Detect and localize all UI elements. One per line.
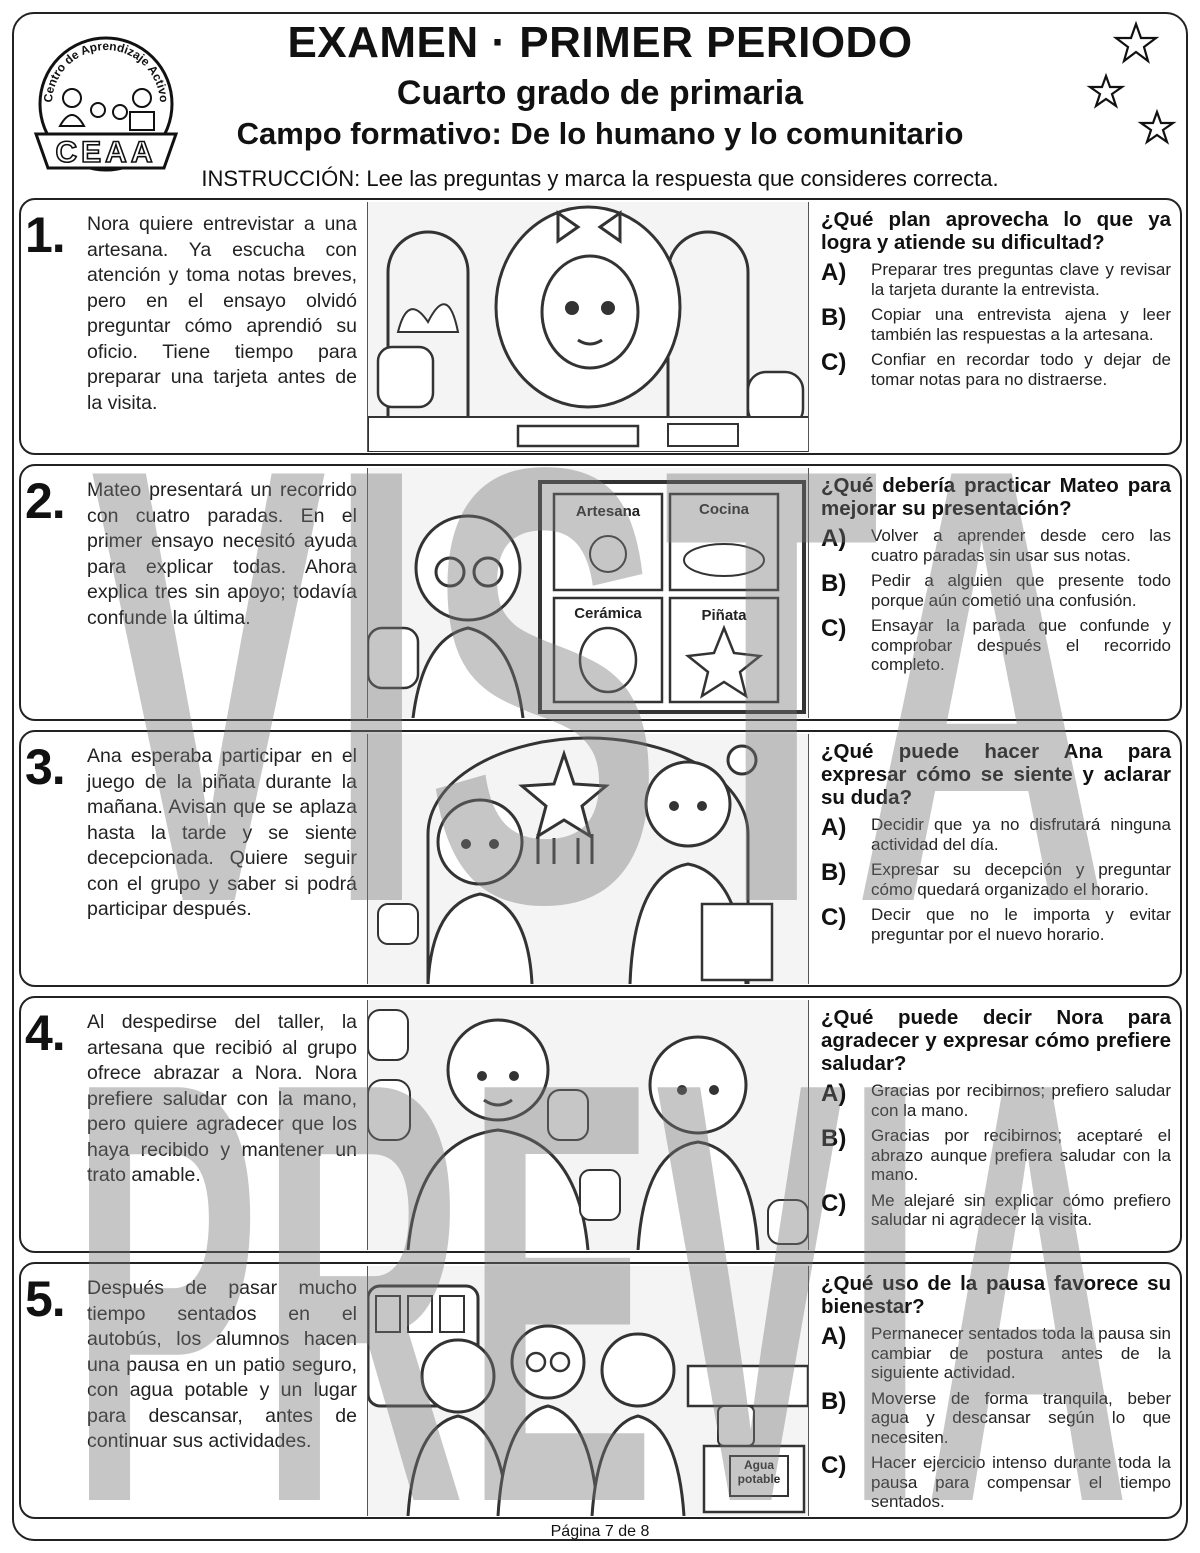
option-a[interactable]	[821, 260, 1171, 299]
question-text: ¿Qué puede hacer Ana para expresar cómo se siente y aclarar su duda?	[821, 740, 1171, 809]
question-card-1	[19, 198, 1182, 455]
option-a[interactable]	[821, 526, 1171, 565]
option-a[interactable]	[821, 1081, 1171, 1120]
option-text: Decidir que ya no disfrutará ninguna actividad del día.	[871, 815, 1171, 854]
option-letter: B)	[821, 304, 847, 331]
option-letter: B)	[821, 859, 847, 886]
option-text: Confiar en recordar todo y dejar de tomar notas para no distraerse.	[871, 350, 1171, 389]
question-card-3	[19, 730, 1182, 987]
option-b[interactable]	[821, 1389, 1171, 1448]
option-b[interactable]	[821, 571, 1171, 610]
question-text: ¿Qué debería practicar Mateo para mejorar su presentación?	[821, 474, 1171, 520]
question-scenario: Mateo presentará un recorrido con cuatro paradas. En el primer ensayo necesitó ayuda para explicar todas. Ahora explica tres sin apoyo; todavía confunde la última.	[87, 479, 357, 629]
option-letter: A)	[821, 525, 847, 552]
question-card-4	[19, 996, 1182, 1253]
option-text: Copiar una entrevista ajena y leer también las respuestas a la artesana.	[871, 305, 1171, 344]
option-c[interactable]	[821, 1191, 1171, 1230]
girl-and-teacher-pinata-illustration	[367, 734, 809, 984]
option-text: Expresar su decepción y preguntar cómo quedará organizado el horario.	[871, 860, 1171, 899]
question-scenario: Después de pasar mucho tiempo sentados en el autobús, los alumnos hacen una pausa en un patio seguro, con agua potable y un lugar para descansar, antes de continuar sus actividades.	[87, 1277, 357, 1452]
option-text: Gracias por recibirnos; aceptaré el abrazo aunque prefiera saludar con la mano.	[871, 1126, 1171, 1184]
artisan-and-girl-illustration	[367, 1000, 809, 1250]
option-b[interactable]	[821, 305, 1171, 344]
option-b[interactable]	[821, 1126, 1171, 1185]
question-number: 1.	[25, 207, 65, 263]
question-panel	[821, 208, 1171, 395]
star-icon	[1141, 112, 1173, 142]
instruction-text: INSTRUCCIÓN: Lee las preguntas y marca la respuesta que consideres correcta.	[201, 166, 999, 191]
question-scenario: Al despedirse del taller, la artesana que recibió al grupo ofrece abrazar a Nora. Nora prefiere saludar con la mano, pero quiere agradecer que los haya recibido y mantener un trato amable.	[87, 1011, 357, 1186]
poster-label: Piñata	[701, 607, 747, 624]
option-b[interactable]	[821, 860, 1171, 899]
option-text: Decir que no le importa y evitar preguntar por el nuevo horario.	[871, 905, 1171, 944]
option-letter: C)	[821, 1189, 847, 1217]
grade-subtitle: Cuarto grado de primaria	[396, 74, 804, 112]
option-text: Gracias por recibirnos; prefiero saludar con la mano.	[871, 1081, 1171, 1120]
question-card-2	[19, 464, 1182, 721]
water-sign-label: Agua potable	[737, 1458, 781, 1486]
formative-field-title: Campo formativo: De lo humano y lo comunitario	[236, 116, 964, 151]
option-c[interactable]	[821, 1453, 1171, 1512]
option-c[interactable]	[821, 905, 1171, 944]
option-letter: C)	[821, 349, 847, 376]
option-letter: C)	[821, 1452, 847, 1479]
poster-label: Cerámica	[574, 605, 642, 622]
question-scenario: Nora quiere entrevistar a una artesana. Ya escucha con atención y toma notas breves, pero en el ensayo olvidó preguntar cómo aprendió su oficio. Tiene tiempo para preparar una tarjeta antes de la visita.	[87, 213, 357, 414]
option-text: Ensayar la parada que confunde y comprobar después el recorrido completo.	[871, 616, 1171, 674]
question-number: 2.	[25, 473, 65, 529]
question-number: 5.	[25, 1271, 65, 1327]
question-panel	[821, 474, 1171, 681]
logo-ring-text: Centro de Aprendizaje Activo	[40, 38, 172, 104]
page-number: Página 7 de 8	[550, 1523, 650, 1540]
svg-text:Centro de Aprendizaje Activo	[41, 39, 171, 103]
question-text: ¿Qué uso de la pausa favorece su bienestar?	[821, 1272, 1171, 1318]
question-text: ¿Qué plan aprovecha lo que ya logra y atiende su dificultad?	[821, 208, 1171, 254]
girl-writing-notes-illustration	[367, 202, 809, 452]
option-letter: C)	[821, 904, 847, 931]
question-scenario: Ana esperaba participar en el juego de la piñata durante la mañana. Avisan que se aplaza hasta la tarde y se siente decepcionada. Quiere seguir con el grupo y saber si podrá participar después.	[87, 745, 357, 920]
option-text: Me alejaré sin explicar cómo prefiero saludar ni agradecer la visita.	[871, 1190, 1171, 1229]
watermark-line-2: PREVIA	[70, 958, 1130, 1553]
question-panel	[821, 1272, 1171, 1518]
question-panel	[821, 740, 1171, 950]
option-text: Hacer ejercicio intenso durante toda la pausa para compensar el tiempo sentados.	[871, 1453, 1171, 1511]
option-letter: A)	[821, 1080, 847, 1107]
option-letter: A)	[821, 814, 847, 841]
ceaa-logo	[30, 26, 182, 178]
option-a[interactable]	[821, 815, 1171, 854]
question-panel	[821, 1006, 1171, 1236]
exam-title: EXAMEN · PRIMER PERIODO	[287, 18, 913, 67]
option-c[interactable]	[821, 350, 1171, 389]
option-text: Preparar tres preguntas clave y revisar la tarjeta durante la entrevista.	[871, 260, 1171, 299]
option-letter: C)	[821, 615, 847, 642]
option-text: Moverse de forma tranquila, beber agua y descansar según lo que necesiten.	[871, 1388, 1171, 1447]
option-letter: B)	[821, 1125, 847, 1152]
logo-text: CEAA	[55, 136, 157, 169]
question-number: 4.	[25, 1005, 65, 1061]
star-icon	[1116, 24, 1156, 61]
option-text: Permanecer sentados toda la pausa sin cambiar de postura antes de la siguiente actividad.	[871, 1324, 1171, 1382]
poster-label: Artesana	[575, 503, 641, 520]
option-text: Volver a aprender desde cero las cuatro paradas sin usar sus notas.	[871, 526, 1171, 565]
option-c[interactable]	[821, 616, 1171, 675]
option-letter: A)	[821, 1323, 847, 1350]
option-letter: A)	[821, 259, 847, 286]
stars-decoration	[1080, 20, 1190, 160]
option-a[interactable]	[821, 1324, 1171, 1383]
option-letter: B)	[821, 1387, 847, 1415]
question-card-5	[19, 1262, 1182, 1519]
star-icon	[1090, 76, 1122, 106]
poster-label: Cocina	[698, 501, 750, 518]
question-number: 3.	[25, 739, 65, 795]
watermark-line-1: VISTA	[90, 340, 1110, 1032]
option-text: Pedir a alguien que presente todo porque aún cometió una confusión.	[871, 571, 1171, 610]
students-walking-patio-illustration	[367, 1266, 809, 1516]
boy-with-poster-illustration	[367, 468, 809, 718]
question-text: ¿Qué puede decir Nora para agradecer y expresar cómo prefiere saludar?	[821, 1006, 1171, 1075]
option-letter: B)	[821, 570, 847, 597]
